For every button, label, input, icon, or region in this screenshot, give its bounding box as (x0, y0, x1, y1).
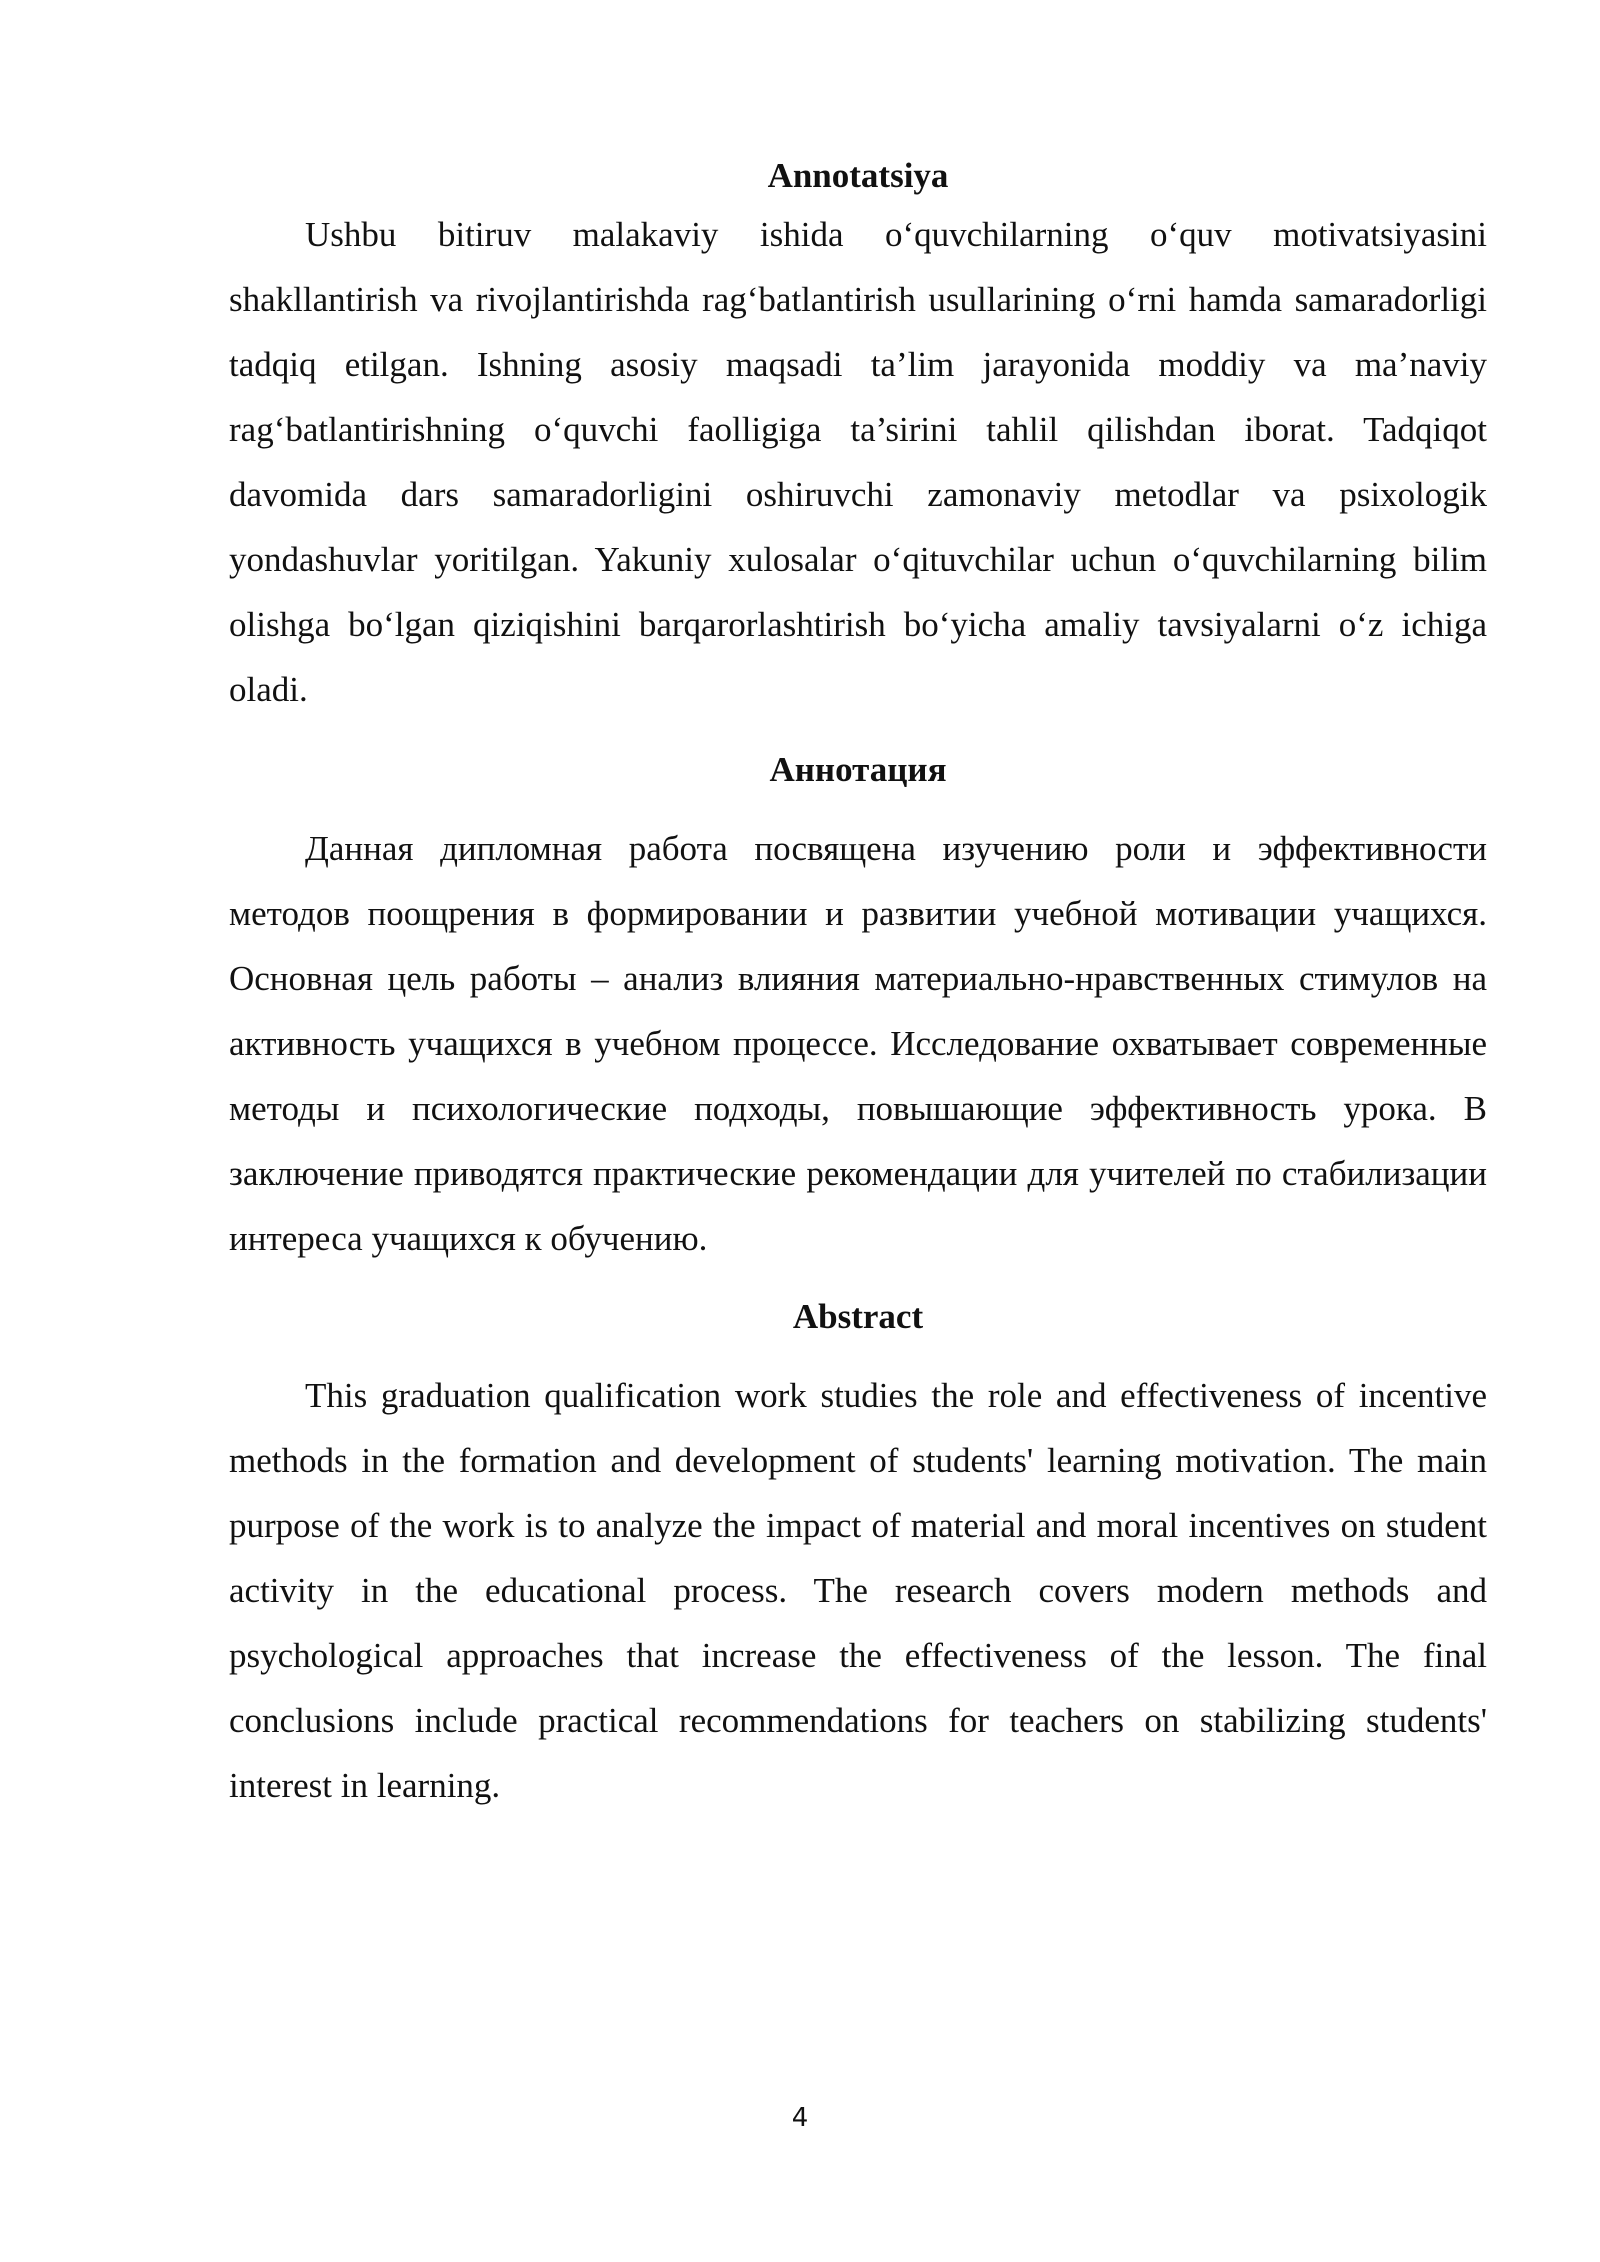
paragraph-annotatsiya-ru: Данная дипломная работа посвящена изучению роли и эффективности методов поощрения в формировании и развитии учебной мотивации учащихся. Основная цель работы – анализ влияния материально-нравственных стимулов на активность учащихся в учебном процессе. Исследование охватывает современные методы и психологические подходы, повышающие эффективность урока. В заключение приводятся практические рекомендации для учителей по стабилизации интереса учащихся к обучению. (229, 829, 1487, 1258)
heading-annotatsiya: Annotatsiya (767, 156, 949, 195)
page-number: 4 (791, 2103, 809, 2133)
paragraph-annotatsiya: Ushbu bitiruv malakaviy ishida o‘quvchilarning o‘quv motivatsiyasini shakllantirish va rivojlantirishda rag‘batlantirish usullarining o‘rni hamda samaradorligi tadqiq etilgan. Ishning asosiy maqsadi ta’lim jarayonida moddiy va ma’naviy rag‘batlantirishning o‘quvchi faolligiga ta’sirini tahlil qilishdan iborat. Tadqiqot davomida dars samaradorligini oshiruvchi zamonaviy metodlar va psixologik yondashuvlar yoritilgan. Yakuniy xulosalar o‘qituvchilar uchun o‘quvchilarning bilim olishga bo‘lgan qiziqishini barqarorlashtirish bo‘yicha amaliy tavsiyalarni o‘z ichiga oladi. (229, 215, 1487, 709)
heading-annotatsiya-ru: Аннотация (769, 750, 947, 789)
heading-abstract: Abstract (792, 1297, 924, 1336)
page-content (229, 150, 1487, 1818)
paragraph-abstract: This graduation qualification work studies the role and effectiveness of incentive methods in the formation and development of students' learning motivation. The main purpose of the work is to analyze the impact of material and moral incentives on student activity in the educational process. The research covers modern methods and psychological approaches that increase the effectiveness of the lesson. The final conclusions include practical recommendations for teachers on stabilizing students' interest in learning. (229, 1376, 1487, 1805)
